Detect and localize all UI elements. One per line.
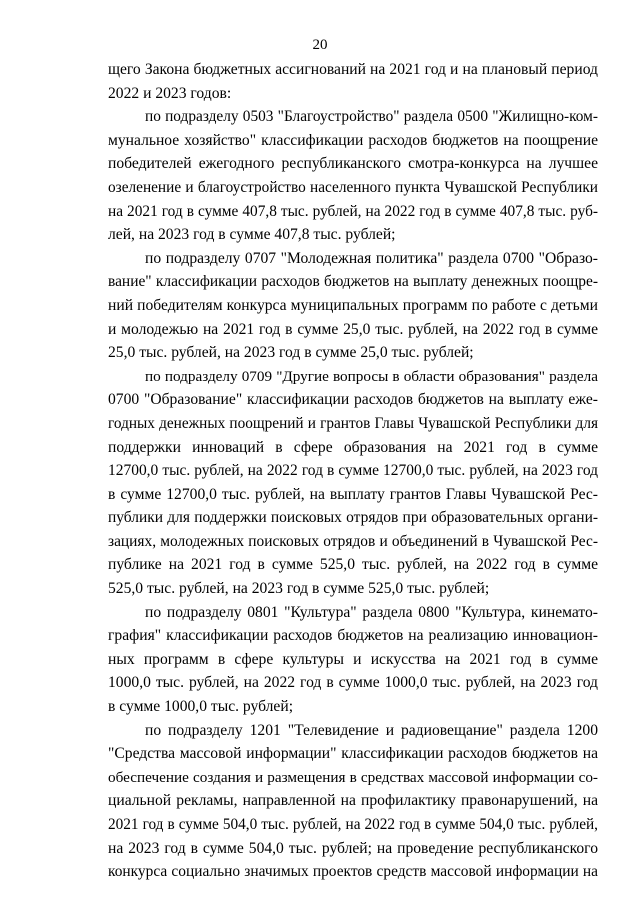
text-line: годных денежных поощрений и грантов Главы Чувашской Республики для: [108, 414, 598, 432]
text-line: и молодежью на 2021 год в сумме 25,0 тыс. рублей, на 2022 год в сумме: [108, 320, 598, 338]
text-line: конкурса социально значимых проектов средств массовой информации на: [108, 863, 598, 881]
text-line: победителей ежегодного республиканского смотра-конкурса на лучшее: [108, 155, 598, 173]
text-line: 0700 "Образование" классификации расходов бюджетов на выплату еже-: [108, 391, 598, 409]
document-body: [108, 58, 598, 884]
text-line: "Средства массовой информации" классификации расходов бюджетов на: [108, 745, 598, 763]
text-line: лей, на 2023 год в сумме 407,8 тыс. рублей;: [108, 226, 396, 244]
text-line: обеспечение создания и размещения в средствах массовой информации со-: [108, 768, 598, 786]
text-line: в сумме 1000,0 тыс. рублей;: [108, 698, 294, 716]
text-line: по подразделу 0801 "Культура" раздела 0800 "Культура, кинемато-: [145, 603, 598, 621]
text-line: мунальное хозяйство" классификации расходов бюджетов на поощрение: [108, 131, 598, 149]
text-line: по подразделу 0709 "Другие вопросы в области образования" раздела: [145, 367, 598, 385]
text-line: ний победителям конкурса муниципальных программ по работе с детьми: [108, 296, 598, 314]
page-number: 20: [312, 37, 328, 53]
text-line: зациях, молодежных поисковых отрядов и объединений в Чувашской Рес-: [108, 532, 598, 550]
text-line: по подразделу 0707 "Молодежная политика" раздела 0700 "Образо-: [145, 249, 598, 267]
text-line: поддержки инноваций в сфере образования на 2021 год в сумме: [108, 438, 598, 456]
text-line: щего Закона бюджетных ассигнований на 2021 год и на плановый период: [108, 61, 598, 78]
text-line: на 2021 год в сумме 407,8 тыс. рублей, на 2022 год в сумме 407,8 тыс. руб-: [108, 202, 598, 220]
text-line: 2021 год в сумме 504,0 тыс. рублей, на 2022 год в сумме 504,0 тыс. рублей,: [108, 816, 598, 833]
text-line: 2022 и 2023 годов:: [108, 84, 232, 102]
text-line: 12700,0 тыс. рублей, на 2022 год в сумме 12700,0 тыс. рублей, на 2023 год: [108, 462, 598, 480]
text-line: графия" классификации расходов бюджетов на реализацию инновацион-: [108, 627, 598, 645]
text-line: на 2023 год в сумме 504,0 тыс. рублей; на проведение республиканского: [108, 839, 598, 857]
text-line: ных программ в сфере культуры и искусства на 2021 год в сумме: [108, 650, 598, 668]
text-line: по подразделу 1201 "Телевидение и радиовещание" раздела 1200: [145, 721, 598, 739]
text-line: в сумме 12700,0 тыс. рублей, на выплату грантов Главы Чувашской Рес-: [108, 485, 598, 503]
text-line: публики для поддержки поисковых отрядов при образовательных органи-: [108, 509, 598, 527]
text-line: 1000,0 тыс. рублей, на 2022 год в сумме 1000,0 тыс. рублей, на 2023 год: [108, 674, 598, 692]
text-line: озеленение и благоустройство населенного пункта Чувашской Республики: [108, 178, 598, 196]
text-line: по подразделу 0503 "Благоустройство" раздела 0500 "Жилищно-ком-: [145, 108, 598, 126]
text-line: публике на 2021 год в сумме 525,0 тыс. рублей, на 2022 год в сумме: [108, 556, 598, 574]
text-line: циальной рекламы, направленной на профилактику правонарушений, на: [108, 792, 598, 810]
text-line: вание" классификации расходов бюджетов на выплату денежных поощре-: [108, 273, 598, 291]
text-line: 25,0 тыс. рублей, на 2023 год в сумме 25,0 тыс. рублей;: [108, 344, 474, 362]
text-line: 525,0 тыс. рублей, на 2023 год в сумме 525,0 тыс. рублей;: [108, 580, 490, 598]
